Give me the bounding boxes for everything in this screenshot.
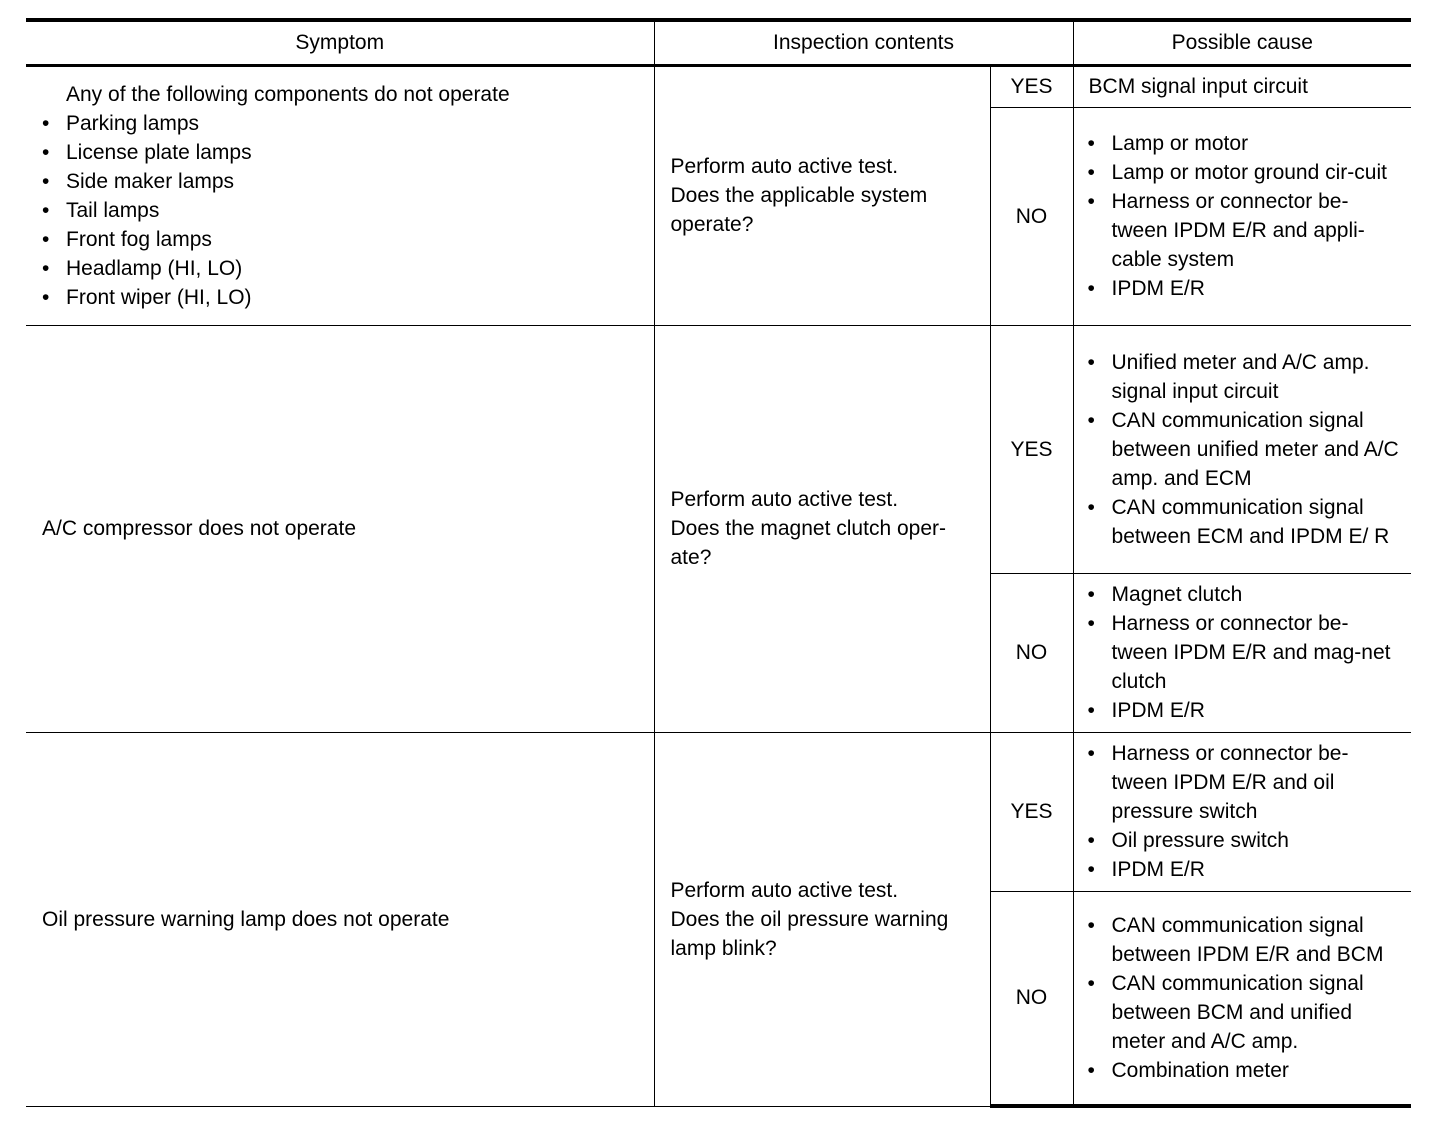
result-yes: YES [990, 325, 1073, 573]
result-no: NO [990, 107, 1073, 325]
list-item: • Harness or connector be-tween IPDM E/R and appli-cable system [1088, 187, 1402, 274]
inspection-line: Does the oil pressure warning [670, 907, 949, 931]
inspection-line: lamp blink? [670, 936, 777, 960]
list-item: • License plate lamps [42, 138, 644, 167]
symptom-list [42, 109, 644, 312]
cause-list [1088, 129, 1402, 303]
list-item: • Harness or connector be-tween IPDM E/R and mag-net clutch [1088, 609, 1402, 696]
symptom-text: A/C compressor does not operate [42, 517, 356, 540]
cause-cell [1073, 732, 1411, 891]
list-item: • IPDM E/R [1088, 855, 1402, 884]
list-item: • Unified meter and A/C amp. signal input circuit [1088, 348, 1402, 406]
inspection-line: Perform auto active test. [670, 155, 899, 178]
list-item: • CAN communication signal between unified meter and A/C amp. and ECM [1088, 406, 1402, 493]
inspection-line: Perform auto active test. [670, 878, 899, 902]
symptom-heading: Any of the following components do not operate [66, 82, 510, 106]
list-item: • Front wiper (HI, LO) [42, 283, 644, 312]
header-inspection: Inspection contents [654, 20, 1073, 65]
inspection-cell [654, 65, 990, 325]
list-item: • Lamp or motor ground cir-cuit [1088, 158, 1402, 187]
symptom-cell [26, 732, 654, 1106]
list-item: • CAN communication signal between ECM and IPDM E/ R [1088, 493, 1402, 551]
inspection-line: operate? [670, 213, 754, 236]
list-item: • Lamp or motor [1088, 129, 1402, 158]
table-row [26, 732, 1411, 891]
inspection-line: Does the magnet clutch oper- [670, 517, 946, 540]
list-item: • Front fog lamps [42, 225, 644, 254]
cause-cell: BCM signal input circuit [1073, 65, 1411, 107]
inspection-line: Perform auto active test. [670, 488, 899, 511]
result-no: NO [990, 573, 1073, 732]
cause-list [1088, 580, 1402, 725]
result-yes: YES [990, 65, 1073, 107]
cause-cell [1073, 325, 1411, 573]
list-item: • Combination meter [1088, 1056, 1402, 1085]
cause-cell [1073, 107, 1411, 325]
inspection-line: ate? [670, 546, 712, 569]
cause-cell [1073, 573, 1411, 732]
table-row [26, 65, 1411, 107]
inspection-cell [654, 325, 990, 732]
inspection-line: Does the applicable system [670, 184, 928, 207]
cause-cell [1073, 891, 1411, 1106]
list-item: • Oil pressure switch [1088, 826, 1402, 855]
symptom-cell [26, 325, 654, 732]
symptom-cell [26, 65, 654, 325]
list-item: • Side maker lamps [42, 167, 644, 196]
table-row [26, 325, 1411, 573]
header-row [26, 20, 1411, 65]
header-symptom: Symptom [26, 20, 654, 65]
list-item: • Harness or connector be-tween IPDM E/R and oil pressure switch [1088, 739, 1402, 826]
list-item: • IPDM E/R [1088, 696, 1402, 725]
list-item: • IPDM E/R [1088, 274, 1402, 303]
list-item: • Tail lamps [42, 196, 644, 225]
result-yes: YES [990, 732, 1073, 891]
diagnosis-table [26, 18, 1411, 1108]
list-item: • CAN communication signal between IPDM E/R and BCM [1088, 911, 1402, 969]
result-no: NO [990, 891, 1073, 1106]
list-item: • Headlamp (HI, LO) [42, 254, 644, 283]
cause-list [1088, 911, 1402, 1085]
list-item: • Parking lamps [42, 109, 644, 138]
cause-list [1088, 348, 1402, 551]
header-possible-cause: Possible cause [1073, 20, 1411, 65]
list-item: • Magnet clutch [1088, 580, 1402, 609]
cause-list [1088, 739, 1402, 884]
symptom-text: Oil pressure warning lamp does not operate [42, 907, 450, 931]
list-item: • CAN communication signal between BCM and unified meter and A/C amp. [1088, 969, 1402, 1056]
inspection-cell [654, 732, 990, 1106]
